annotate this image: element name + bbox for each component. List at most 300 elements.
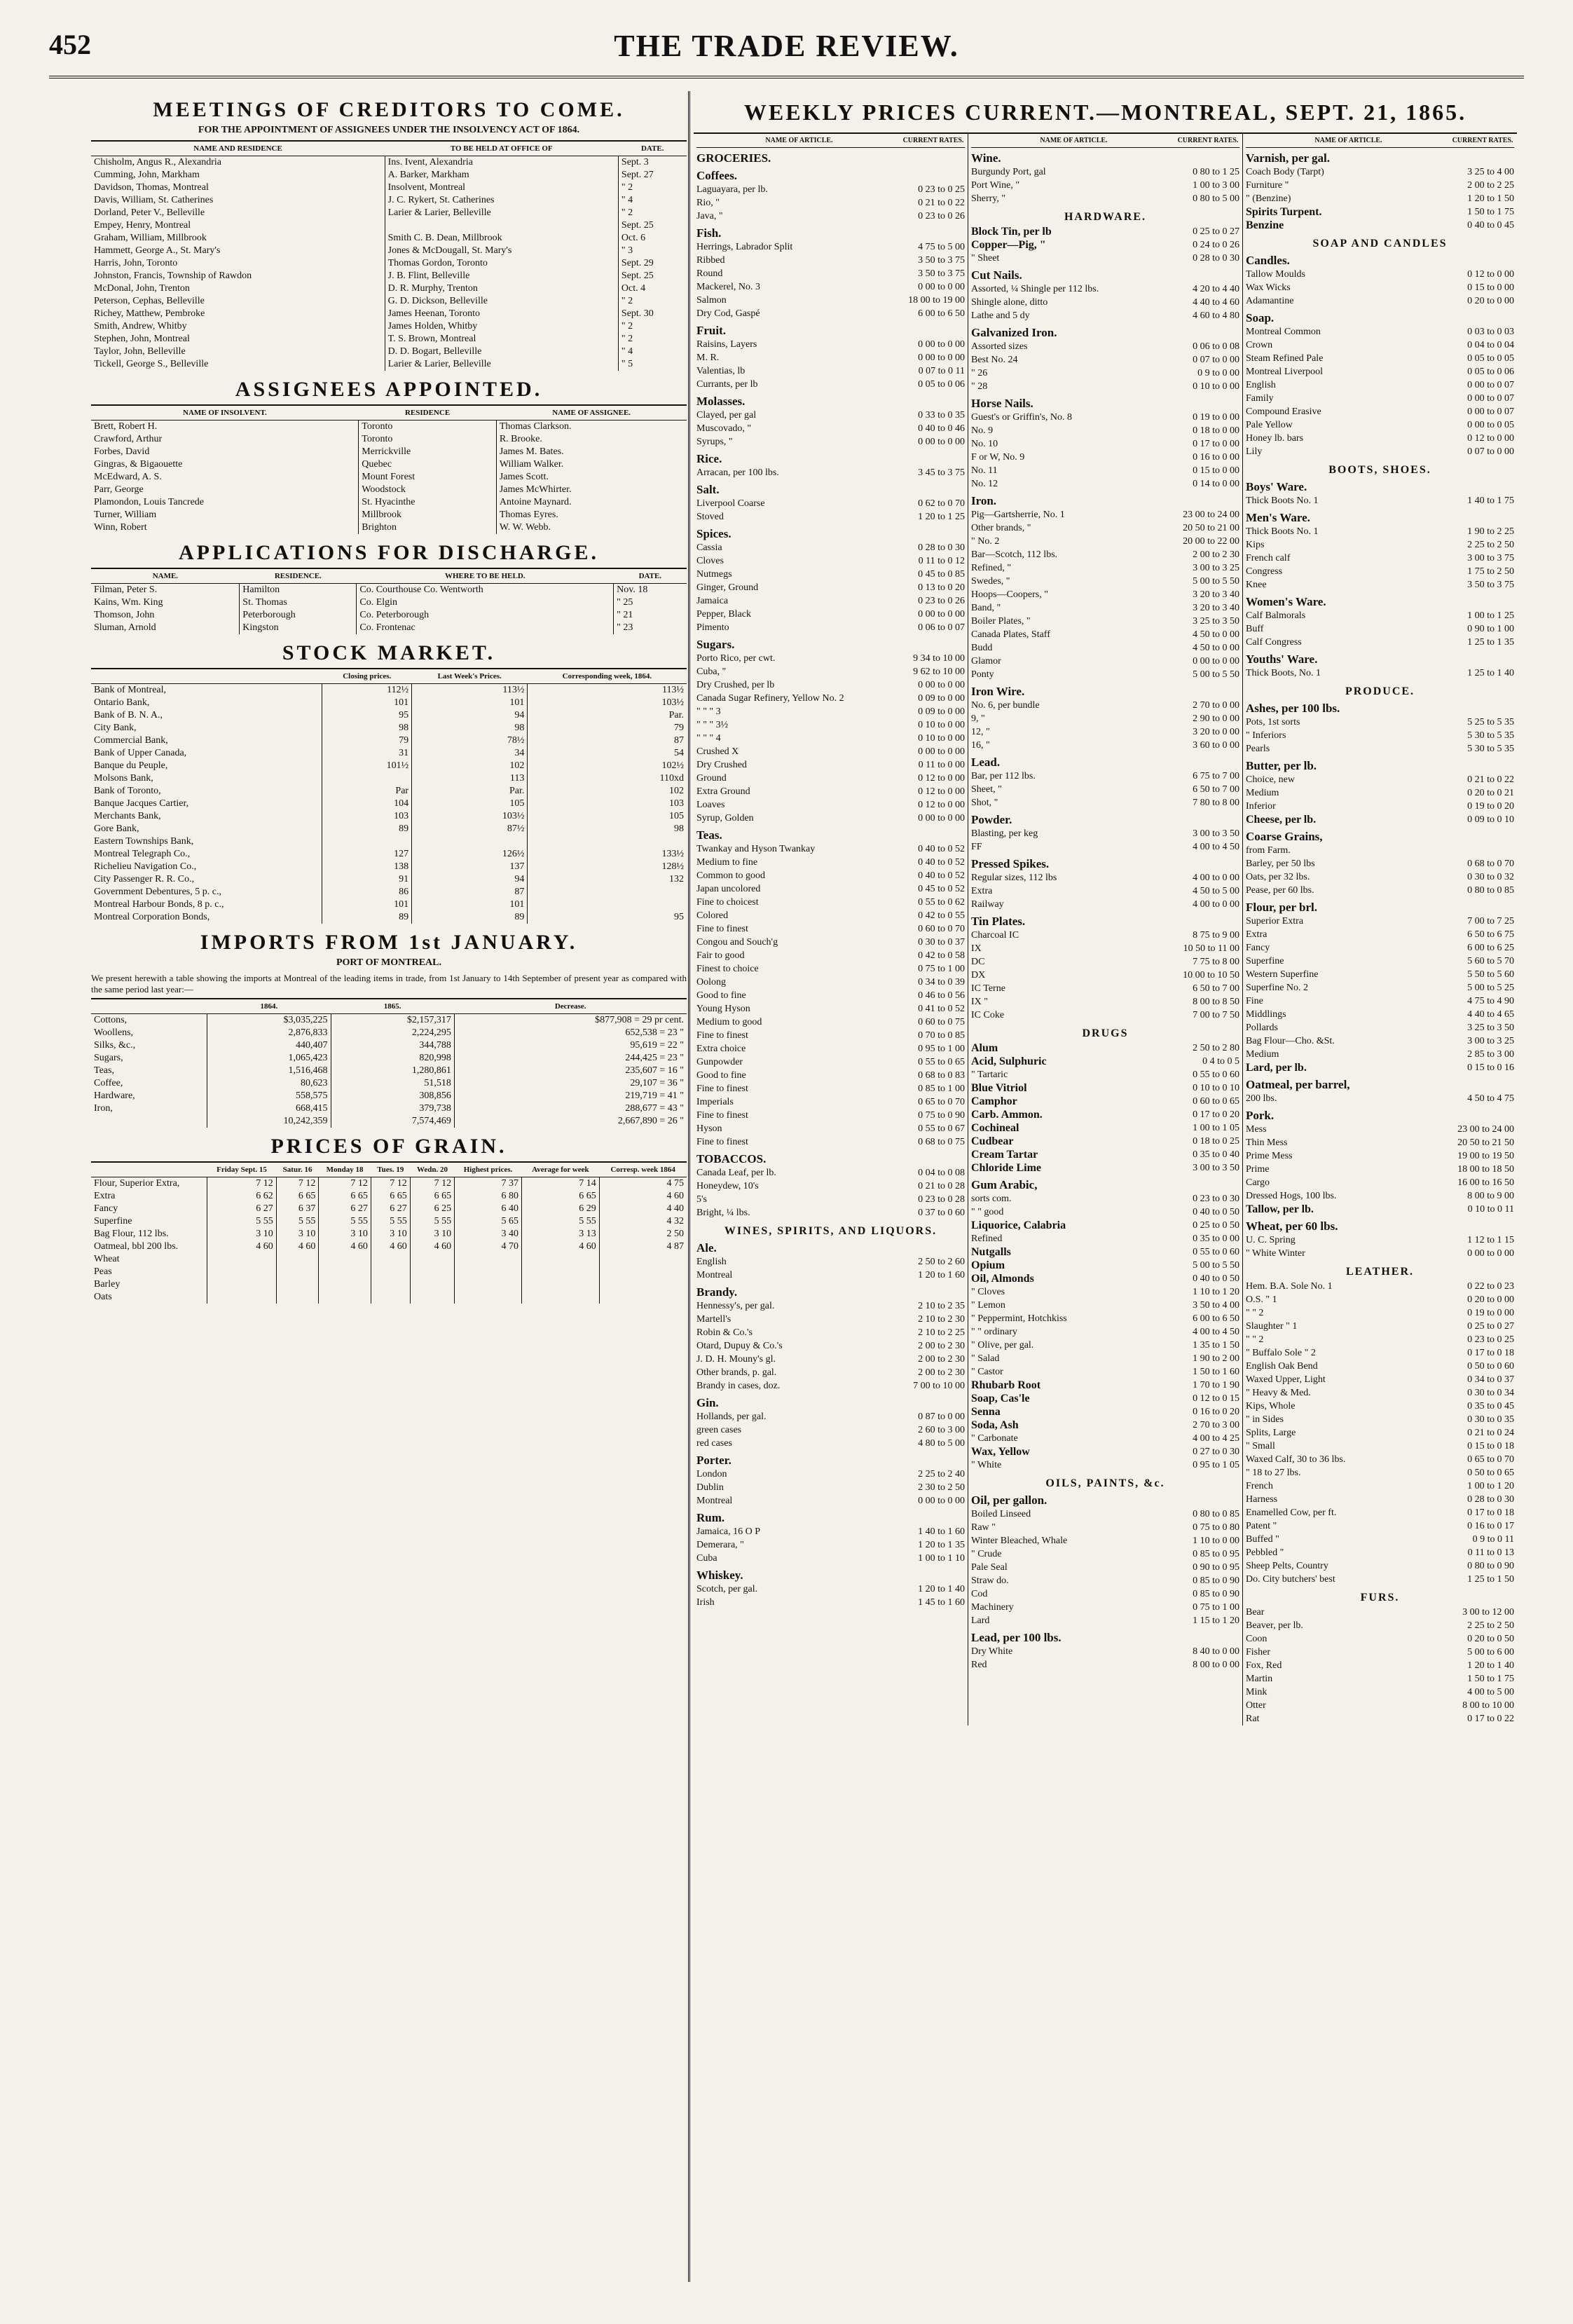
current-rate: 0 46 to 0 56 bbox=[918, 990, 965, 1001]
current-rate: 0 50 to 0 60 bbox=[1467, 1361, 1514, 1372]
price-item bbox=[696, 652, 965, 665]
table-cell: Richelieu Navigation Co., bbox=[94, 861, 197, 872]
current-rate: 0 09 to 0 00 bbox=[918, 706, 965, 717]
current-rate: 0 19 to 0 20 bbox=[1467, 801, 1514, 812]
table-cell: 5 55 bbox=[371, 1215, 410, 1228]
current-rate: 0 40 to 0 45 bbox=[1467, 220, 1514, 231]
price-item bbox=[696, 1109, 965, 1122]
current-rate: 0 40 to 0 52 bbox=[918, 857, 965, 868]
table-cell: Par bbox=[322, 785, 412, 798]
table-cell: Dorland, Peter V., Belleville bbox=[94, 207, 205, 218]
table-cell: Forbes, David bbox=[94, 446, 150, 457]
table-cell bbox=[599, 1266, 687, 1278]
article-name: Imperials bbox=[696, 1097, 734, 1107]
price-item bbox=[696, 785, 965, 798]
table-cell: 78½ bbox=[412, 734, 528, 747]
price-item bbox=[971, 827, 1239, 840]
current-rate: 0 23 to 0 30 bbox=[1193, 1194, 1239, 1204]
current-rate: 3 50 to 4 00 bbox=[1193, 1300, 1239, 1311]
table-cell: 104 bbox=[322, 798, 412, 810]
table-header-row bbox=[91, 568, 687, 584]
price-item bbox=[696, 1366, 965, 1379]
article-name: Blasting, per keg bbox=[971, 828, 1038, 839]
price-item bbox=[1246, 1479, 1514, 1493]
table-row bbox=[91, 1177, 687, 1191]
column-header: 1864. bbox=[207, 999, 331, 1014]
price-item bbox=[696, 1326, 965, 1339]
table-cell: 6 29 bbox=[522, 1203, 600, 1215]
article-name: Currants, per lb bbox=[696, 379, 758, 390]
current-rate: 3 25 to 3 50 bbox=[1467, 1023, 1514, 1033]
price-category: Soap. bbox=[1246, 311, 1275, 324]
creditors-title: MEETINGS OF CREDITORS TO COME. bbox=[153, 98, 625, 121]
article-name: " " " 3 bbox=[696, 706, 721, 717]
current-rate: 3 00 to 3 50 bbox=[1193, 828, 1239, 839]
current-rate: 0 30 to 0 32 bbox=[1467, 872, 1514, 882]
table-cell bbox=[91, 1115, 207, 1128]
table-cell: Ontario Bank, bbox=[94, 697, 150, 708]
current-rate: 4 00 to 4 50 bbox=[1193, 842, 1239, 852]
price-item bbox=[971, 380, 1239, 393]
price-item bbox=[696, 1437, 965, 1450]
price-category: Spices. bbox=[696, 527, 731, 540]
price-item bbox=[971, 699, 1239, 712]
price-item bbox=[971, 1601, 1239, 1614]
article-name: Wax Wicks bbox=[1246, 282, 1291, 293]
price-item bbox=[696, 1016, 965, 1029]
article-name: Dry Crushed, per lb bbox=[696, 680, 775, 690]
current-rate: 16 00 to 16 50 bbox=[1457, 1177, 1514, 1188]
current-rate: 0 16 to 0 20 bbox=[1193, 1407, 1239, 1417]
price-category: Rum. bbox=[696, 1511, 725, 1524]
table-row bbox=[91, 734, 687, 747]
table-cell: Larier & Larier, Belleville bbox=[385, 207, 618, 219]
table-cell: J. B. Flint, Belleville bbox=[385, 270, 618, 282]
price-item bbox=[971, 1285, 1239, 1299]
price-item bbox=[696, 678, 965, 692]
price-item bbox=[1246, 1203, 1514, 1216]
current-rate: 3 50 to 3 75 bbox=[1467, 580, 1514, 590]
current-rate: 0 12 to 0 00 bbox=[918, 773, 965, 784]
table-cell: Silks, &c., bbox=[94, 1040, 136, 1051]
current-rate: 0 16 to 0 00 bbox=[1193, 452, 1239, 463]
table-cell bbox=[522, 1266, 600, 1278]
price-category: Wine. bbox=[971, 151, 1001, 165]
table-cell: 91 bbox=[322, 873, 412, 886]
price-subheading: LEATHER. bbox=[1345, 1266, 1415, 1278]
current-rate: 3 25 to 4 00 bbox=[1467, 167, 1514, 177]
table-cell: 126½ bbox=[412, 848, 528, 861]
article-name: Young Hyson bbox=[696, 1004, 750, 1014]
article-name: Alum bbox=[971, 1042, 998, 1054]
price-item bbox=[971, 575, 1239, 588]
current-rate: 0 07 to 0 11 bbox=[918, 366, 965, 376]
column-header: Highest prices. bbox=[455, 1162, 522, 1177]
article-name: Dry Cod, Gaspé bbox=[696, 308, 760, 319]
current-rate: 6 00 to 6 50 bbox=[1193, 1313, 1239, 1324]
current-rate: 8 75 to 9 00 bbox=[1193, 930, 1239, 941]
current-rate: 0 35 to 0 00 bbox=[1193, 1233, 1239, 1244]
table-cell: 54 bbox=[528, 747, 687, 760]
current-rate: 2 50 to 2 60 bbox=[918, 1257, 965, 1267]
price-item bbox=[971, 192, 1239, 205]
current-rate: 0 12 to 0 00 bbox=[1467, 433, 1514, 444]
table-cell bbox=[319, 1291, 371, 1304]
table-cell: 113½ bbox=[412, 684, 528, 697]
price-item bbox=[1246, 578, 1514, 592]
article-name: Ground bbox=[696, 773, 727, 784]
current-rate: 1 90 to 2 25 bbox=[1467, 526, 1514, 537]
article-name: Soap, Cas'le bbox=[971, 1393, 1030, 1404]
column-header: 1865. bbox=[331, 999, 454, 1014]
article-name: Dressed Hogs, 100 lbs. bbox=[1246, 1191, 1337, 1201]
current-rate: 0 15 to 0 18 bbox=[1467, 1441, 1514, 1451]
table-row bbox=[91, 1253, 687, 1266]
price-category: Fish. bbox=[696, 226, 722, 240]
column-header: Friday Sept. 15 bbox=[207, 1162, 277, 1177]
price-item bbox=[1246, 729, 1514, 742]
table-cell: Jones & McDougall, St. Mary's bbox=[385, 245, 618, 257]
article-name: Thick Boots, No. 1 bbox=[1246, 668, 1321, 678]
grain-title: PRICES OF GRAIN. bbox=[270, 1135, 507, 1158]
table-cell: 137 bbox=[412, 861, 528, 873]
article-name: Ginger, Ground bbox=[696, 582, 759, 593]
article-name: 12, " bbox=[971, 727, 990, 737]
table-cell: 1,280,861 bbox=[331, 1065, 454, 1077]
table-cell: 440,407 bbox=[207, 1039, 331, 1052]
price-item bbox=[696, 378, 965, 391]
article-name: Sheep Pelts, Country bbox=[1246, 1561, 1328, 1571]
article-name: No. 12 bbox=[971, 479, 998, 489]
table-cell: Thomas Gordon, Toronto bbox=[385, 257, 618, 270]
table-cell: 29,107 = 36 " bbox=[454, 1077, 687, 1090]
article-name: Spirits Turpent. bbox=[1246, 206, 1322, 218]
table-cell: 10,242,359 bbox=[207, 1115, 331, 1128]
price-category: Teas. bbox=[696, 828, 722, 842]
current-rate: 3 20 to 3 40 bbox=[1193, 603, 1239, 613]
price-item bbox=[971, 1445, 1239, 1458]
article-name: Patent " bbox=[1246, 1521, 1277, 1531]
column-header: RESIDENCE. bbox=[240, 568, 357, 584]
current-rate: 0 23 to 0 26 bbox=[918, 211, 965, 221]
current-rate: 0 80 to 1 25 bbox=[1193, 167, 1239, 177]
table-row bbox=[91, 1102, 687, 1115]
table-cell: 4 60 bbox=[371, 1240, 410, 1253]
article-name: Bag Flour—Cho. &St. bbox=[1246, 1036, 1335, 1046]
article-name: " " " 3½ bbox=[696, 720, 729, 730]
price-item bbox=[971, 353, 1239, 367]
current-rate: 3 50 to 3 75 bbox=[918, 255, 965, 266]
table-row bbox=[91, 584, 687, 597]
creditors-subtitle: FOR THE APPOINTMENT OF ASSIGNEES UNDER THE INSOLVENCY ACT OF 1864. bbox=[198, 125, 580, 135]
article-name: French bbox=[1246, 1481, 1273, 1491]
article-name: " " 2 bbox=[1246, 1334, 1264, 1345]
price-item bbox=[1246, 1233, 1514, 1247]
current-rate: 1 25 to 1 50 bbox=[1467, 1574, 1514, 1585]
current-rate: 0 10 to 0 00 bbox=[918, 733, 965, 744]
current-rate: 4 40 to 4 60 bbox=[1193, 297, 1239, 308]
article-name: No. 6, per bundle bbox=[971, 700, 1040, 711]
column-header: DATE. bbox=[618, 141, 687, 156]
article-name: Thin Mess bbox=[1246, 1137, 1288, 1148]
current-rate: 0 42 to 0 55 bbox=[918, 910, 965, 921]
article-name: Tallow Moulds bbox=[1246, 269, 1305, 280]
article-name: " 28 bbox=[971, 381, 988, 392]
article-name: Gunpowder bbox=[696, 1057, 743, 1067]
article-name: Canada Plates, Staff bbox=[971, 629, 1050, 640]
price-item bbox=[971, 1365, 1239, 1379]
table-cell: " 4 bbox=[618, 346, 687, 358]
article-name: Finest to choice bbox=[696, 964, 759, 974]
price-category: TOBACCOS. bbox=[696, 1152, 767, 1166]
table-cell: Quebec bbox=[359, 458, 497, 471]
current-rate: 0 33 to 0 35 bbox=[918, 410, 965, 421]
price-item bbox=[696, 1269, 965, 1282]
price-item bbox=[971, 840, 1239, 854]
price-column-header bbox=[696, 134, 965, 148]
price-item bbox=[971, 238, 1239, 252]
table-cell: 4 32 bbox=[599, 1215, 687, 1228]
price-item bbox=[696, 1410, 965, 1423]
table-cell: St. Thomas bbox=[240, 596, 357, 609]
table-cell: Davidson, Thomas, Montreal bbox=[94, 182, 209, 193]
current-rate: 0 15 to 0 00 bbox=[1193, 465, 1239, 476]
article-name: Tallow, per lb. bbox=[1246, 1203, 1314, 1215]
price-item bbox=[1246, 636, 1514, 649]
article-name: Herrings, Labrador Split bbox=[696, 242, 793, 252]
current-rate: 0 37 to 0 60 bbox=[918, 1208, 965, 1218]
price-category: Lead. bbox=[971, 756, 1001, 769]
current-rate: 5 00 to 5 50 bbox=[1193, 576, 1239, 587]
price-item bbox=[1246, 1400, 1514, 1413]
current-rate: 5 30 to 5 35 bbox=[1467, 744, 1514, 754]
current-rate: 2 25 to 2 50 bbox=[1467, 1620, 1514, 1631]
column-header bbox=[91, 669, 322, 684]
article-name: Lathe and 5 dy bbox=[971, 310, 1030, 321]
current-rate: 3 00 to 3 50 bbox=[1193, 1163, 1239, 1173]
price-item bbox=[696, 962, 965, 976]
price-item bbox=[971, 1055, 1239, 1068]
article-name: Prime bbox=[1246, 1164, 1270, 1175]
price-item bbox=[971, 282, 1239, 296]
price-category: Women's Ware. bbox=[1246, 595, 1326, 608]
price-item bbox=[971, 1121, 1239, 1135]
price-item bbox=[1246, 525, 1514, 538]
article-name: Knee bbox=[1246, 580, 1267, 590]
price-item bbox=[696, 307, 965, 320]
column-divider bbox=[688, 91, 690, 2282]
table-cell: Richey, Matthew, Pembroke bbox=[94, 308, 205, 319]
price-item bbox=[696, 745, 965, 758]
assignees-title: ASSIGNEES APPOINTED. bbox=[235, 378, 543, 401]
table-cell: Oct. 6 bbox=[618, 232, 687, 245]
price-category: Lead, per 100 lbs. bbox=[971, 1631, 1062, 1644]
price-item bbox=[696, 976, 965, 989]
price-item bbox=[971, 1081, 1239, 1095]
table-cell: " 5 bbox=[618, 358, 687, 371]
price-item bbox=[971, 1009, 1239, 1022]
article-name: J. D. H. Mouny's gl. bbox=[696, 1354, 776, 1365]
table-cell: 6 27 bbox=[371, 1203, 410, 1215]
table-cell: 235,607 = 16 " bbox=[454, 1065, 687, 1077]
price-item bbox=[971, 1041, 1239, 1055]
price-item bbox=[971, 712, 1239, 725]
article-name: Extra Ground bbox=[696, 786, 750, 797]
column-header: Closing prices. bbox=[322, 669, 412, 684]
article-name: Sheet, " bbox=[971, 784, 1002, 795]
current-rate: 2 10 to 2 35 bbox=[918, 1301, 965, 1311]
article-name: Montreal bbox=[696, 1496, 733, 1506]
article-name: Steam Refined Pale bbox=[1246, 353, 1324, 364]
price-item bbox=[971, 955, 1239, 969]
table-cell: 5 55 bbox=[319, 1215, 371, 1228]
price-item bbox=[696, 351, 965, 364]
table-cell: 101 bbox=[322, 898, 412, 911]
price-category: Coarse Grains, bbox=[1246, 830, 1323, 843]
price-item bbox=[696, 1538, 965, 1552]
price-item bbox=[696, 338, 965, 351]
table-row bbox=[91, 433, 687, 446]
table-cell bbox=[522, 1278, 600, 1291]
price-item bbox=[696, 692, 965, 705]
price-item bbox=[696, 1055, 965, 1069]
table-cell: Plamondon, Louis Tancrede bbox=[94, 497, 205, 507]
article-name: Railway bbox=[971, 899, 1004, 910]
article-name: Lard, per lb. bbox=[1246, 1062, 1307, 1074]
table-cell: $2,157,317 bbox=[331, 1014, 454, 1027]
current-rate: 0 90 to 1 00 bbox=[1467, 624, 1514, 634]
current-rate: 0 21 to 0 22 bbox=[1467, 774, 1514, 785]
article-name: Other brands, p. gal. bbox=[696, 1367, 777, 1378]
imports-intro: We present herewith a table showing the imports at Montreal of the leading items in trade, from 1st January to 14th September of present year as compared with the same period last year:— bbox=[91, 973, 687, 994]
table-cell: 7 37 bbox=[455, 1177, 522, 1191]
article-name: Compound Erasive bbox=[1246, 406, 1321, 417]
current-rate: 0 03 to 0 03 bbox=[1467, 327, 1514, 337]
table-cell: 51,518 bbox=[331, 1077, 454, 1090]
price-item bbox=[696, 183, 965, 196]
price-item bbox=[1246, 192, 1514, 205]
current-rate: 1 70 to 1 90 bbox=[1193, 1380, 1239, 1390]
price-item bbox=[971, 1095, 1239, 1108]
current-rate: 0 55 to 0 65 bbox=[918, 1057, 965, 1067]
price-item bbox=[971, 1561, 1239, 1574]
price-item bbox=[1246, 1466, 1514, 1479]
price-item bbox=[696, 1596, 965, 1609]
price-item bbox=[696, 896, 965, 909]
current-rate: 0 45 to 0 52 bbox=[918, 884, 965, 894]
current-rate: 0 00 to 0 07 bbox=[1467, 393, 1514, 404]
article-name: Pig—Gartsherrie, No. 1 bbox=[971, 510, 1065, 520]
price-item bbox=[971, 1521, 1239, 1534]
discharge-title: APPLICATIONS FOR DISCHARGE. bbox=[179, 541, 599, 564]
price-category: Butter, per lb. bbox=[1246, 759, 1317, 772]
price-item bbox=[696, 541, 965, 554]
price-item bbox=[696, 608, 965, 621]
article-name: Irish bbox=[696, 1597, 715, 1608]
table-cell: 103½ bbox=[412, 810, 528, 823]
creditors-section bbox=[91, 98, 687, 371]
table-cell: Thomson, John bbox=[94, 610, 155, 620]
price-item bbox=[971, 601, 1239, 615]
table-row bbox=[91, 1190, 687, 1203]
article-name: Pearls bbox=[1246, 744, 1270, 754]
table-cell: 34 bbox=[412, 747, 528, 760]
article-name: Crown bbox=[1246, 340, 1273, 350]
price-item bbox=[696, 812, 965, 825]
price-category: Powder. bbox=[971, 813, 1012, 826]
article-name: Best No. 24 bbox=[971, 355, 1018, 365]
table-cell: 6 62 bbox=[207, 1190, 277, 1203]
table-cell: Brighton bbox=[359, 521, 497, 534]
price-item bbox=[1246, 800, 1514, 813]
article-name: Rio, " bbox=[696, 198, 720, 208]
table-cell: 101 bbox=[412, 697, 528, 709]
table-cell: Government Debentures, 5 p. c., bbox=[94, 887, 221, 897]
price-item bbox=[696, 856, 965, 869]
article-name: Family bbox=[1246, 393, 1274, 404]
table-cell: 133½ bbox=[528, 848, 687, 861]
price-item bbox=[1246, 1533, 1514, 1546]
table-cell: Chisholm, Angus R., Alexandria bbox=[94, 157, 221, 168]
price-item bbox=[696, 554, 965, 568]
price-item bbox=[696, 1135, 965, 1149]
article-name: Good to fine bbox=[696, 1070, 746, 1081]
table-cell bbox=[455, 1291, 522, 1304]
table-cell bbox=[319, 1278, 371, 1291]
price-item bbox=[696, 1166, 965, 1180]
article-name: Coach Body (Tarpt) bbox=[1246, 167, 1324, 177]
current-rate: 0 65 to 0 70 bbox=[918, 1097, 965, 1107]
price-item bbox=[696, 294, 965, 307]
price-item bbox=[971, 1339, 1239, 1352]
current-rate: 0 34 to 0 39 bbox=[918, 977, 965, 987]
price-item bbox=[971, 929, 1239, 942]
price-category: Gum Arabic, bbox=[971, 1178, 1038, 1191]
price-item bbox=[1246, 773, 1514, 786]
price-item bbox=[971, 871, 1239, 884]
article-name: Raw " bbox=[971, 1522, 996, 1533]
table-row bbox=[91, 320, 687, 333]
table-cell: 113½ bbox=[528, 684, 687, 697]
table-row bbox=[91, 219, 687, 232]
price-item bbox=[696, 665, 965, 678]
current-rate: 1 50 to 1 60 bbox=[1193, 1367, 1239, 1377]
price-item bbox=[1246, 1061, 1514, 1074]
price-item bbox=[696, 1379, 965, 1393]
article-name: " Salad bbox=[971, 1353, 1000, 1364]
current-rate: 4 50 to 4 75 bbox=[1467, 1093, 1514, 1104]
article-name: Charcoal IC bbox=[971, 930, 1019, 941]
name-header: NAME OF ARTICLE. bbox=[1040, 137, 1108, 144]
article-name: Martin bbox=[1246, 1674, 1273, 1684]
imports-table bbox=[91, 998, 687, 1128]
price-item bbox=[1246, 622, 1514, 636]
table-row bbox=[91, 798, 687, 810]
current-rate: 0 10 to 0 00 bbox=[1193, 381, 1239, 392]
article-name: Copper—Pig, " bbox=[971, 239, 1046, 251]
current-rate: 0 00 to 0 00 bbox=[918, 282, 965, 292]
price-category: Men's Ware. bbox=[1246, 511, 1310, 524]
current-rate: 0 25 to 0 50 bbox=[1193, 1220, 1239, 1231]
price-item bbox=[971, 1379, 1239, 1392]
table-cell: Gore Bank, bbox=[94, 823, 139, 834]
current-rate: 0 00 to 0 00 bbox=[918, 353, 965, 363]
price-item bbox=[971, 1161, 1239, 1175]
current-rate: 1 10 to 1 20 bbox=[1193, 1287, 1239, 1297]
article-name: Waxed Calf, 30 to 36 lbs. bbox=[1246, 1454, 1346, 1465]
price-item bbox=[1246, 1573, 1514, 1586]
price-item bbox=[1246, 179, 1514, 192]
